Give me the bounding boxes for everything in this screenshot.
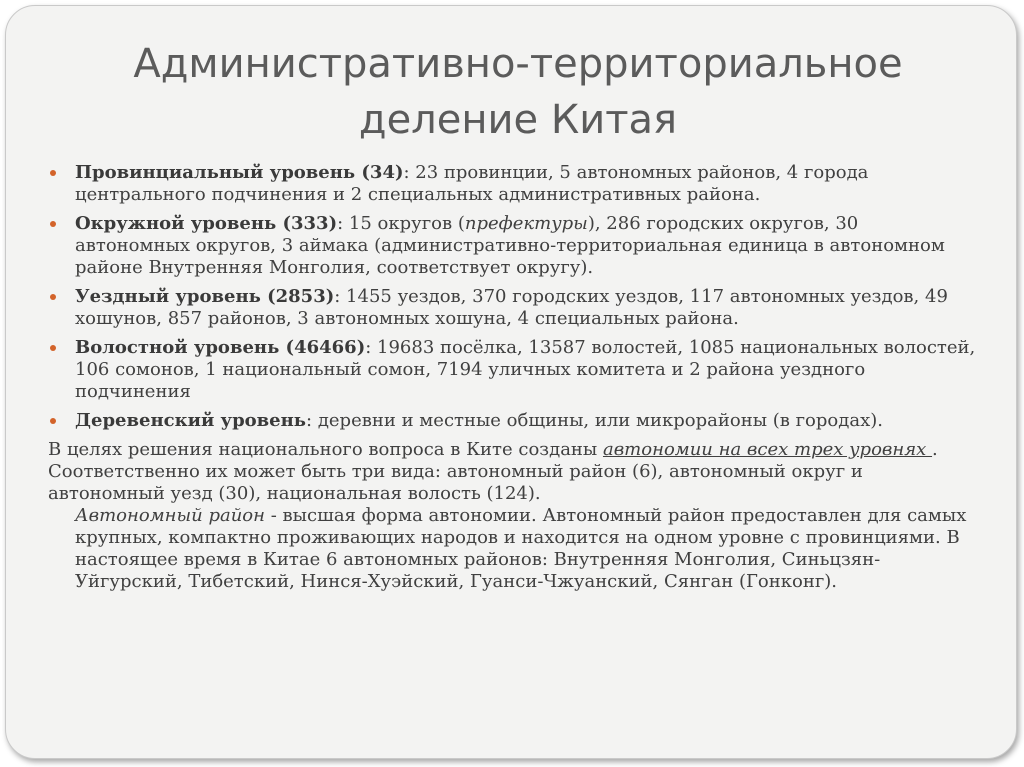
bullet-list — [48, 162, 978, 432]
paragraph-rest: - высшая форма автономии. Автономный район предоставлен для самых крупных, компактно проживающих народов и находится на одном уровне с провинциями. В настоящее время в Китае 6 автономных районов: Внутренняя Монголия, Синьцзян-Уйгурский, Тибетский, Нинся-Хуэйский, Гуанси-Чжуанский, Сянган (Гонконг). — [75, 505, 967, 592]
paragraph-italic-term: Автономный район — [75, 505, 266, 526]
bullet-item-county — [48, 286, 978, 330]
autonomy-link[interactable]: автономии на всех трех уровнях — [602, 439, 933, 460]
bullet-heading: Волостной уровень (46466) — [75, 337, 366, 358]
bullet-text: ), 286 городских округов, 30 автономных округов, 3 аймака (административно-территориальная единица в автономном районе Внутренняя Монголия, соответствует округу). — [75, 213, 945, 278]
title-line-1: Административно-территориальное — [133, 41, 903, 87]
bullet-dot-icon — [50, 345, 56, 351]
bullet-text: : деревни и местные общины, или микрорайоны (в городах). — [306, 410, 883, 431]
bullet-text: : 19683 посёлка, 13587 волостей, 1085 национальных волостей, 106 сомонов, 1 национальный сомон, 7194 уличных комитета и 2 района уездного подчинения — [75, 337, 976, 402]
bullet-italic-text: префектуры — [464, 213, 588, 234]
bullet-dot-icon — [50, 221, 56, 227]
paragraph-after-link: . Соответственно их может быть три вида: автономный район (6), автономный округ и автономный уезд (30), национальная волость (124). — [48, 439, 938, 504]
bullet-item-district — [48, 213, 978, 279]
bullet-text: : 23 провинции, 5 автономных районов, 4 города центрального подчинения и 2 специальных административных района. — [75, 162, 869, 205]
bullet-heading: Окружной уровень (333) — [75, 213, 338, 234]
bullet-text: : 15 округов ( — [337, 213, 465, 234]
bullet-heading: Уездный уровень (2853) — [75, 286, 335, 307]
bullet-item-provincial — [48, 162, 978, 206]
bullet-item-township — [48, 337, 978, 403]
bullet-dot-icon — [50, 294, 56, 300]
slide-title — [46, 36, 990, 148]
title-line-2: деление Китая — [358, 97, 678, 143]
slide-content — [48, 162, 978, 593]
bullet-item-village — [48, 410, 978, 432]
autonomy-paragraph — [48, 439, 978, 593]
bullet-dot-icon — [50, 170, 56, 176]
bullet-dot-icon — [50, 418, 56, 424]
bullet-heading: Деревенский уровень — [75, 410, 307, 431]
bullet-heading: Провинциальный уровень (34) — [75, 162, 404, 183]
paragraph-continuation — [48, 505, 978, 593]
paragraph-lead: В целях решения национального вопроса в Ките созданы — [48, 439, 603, 460]
bullet-text: : 1455 уездов, 370 городских уездов, 117 автономных уездов, 49 хошунов, 857 районов, 3 автономных хошуна, 4 специальных района. — [75, 286, 948, 329]
